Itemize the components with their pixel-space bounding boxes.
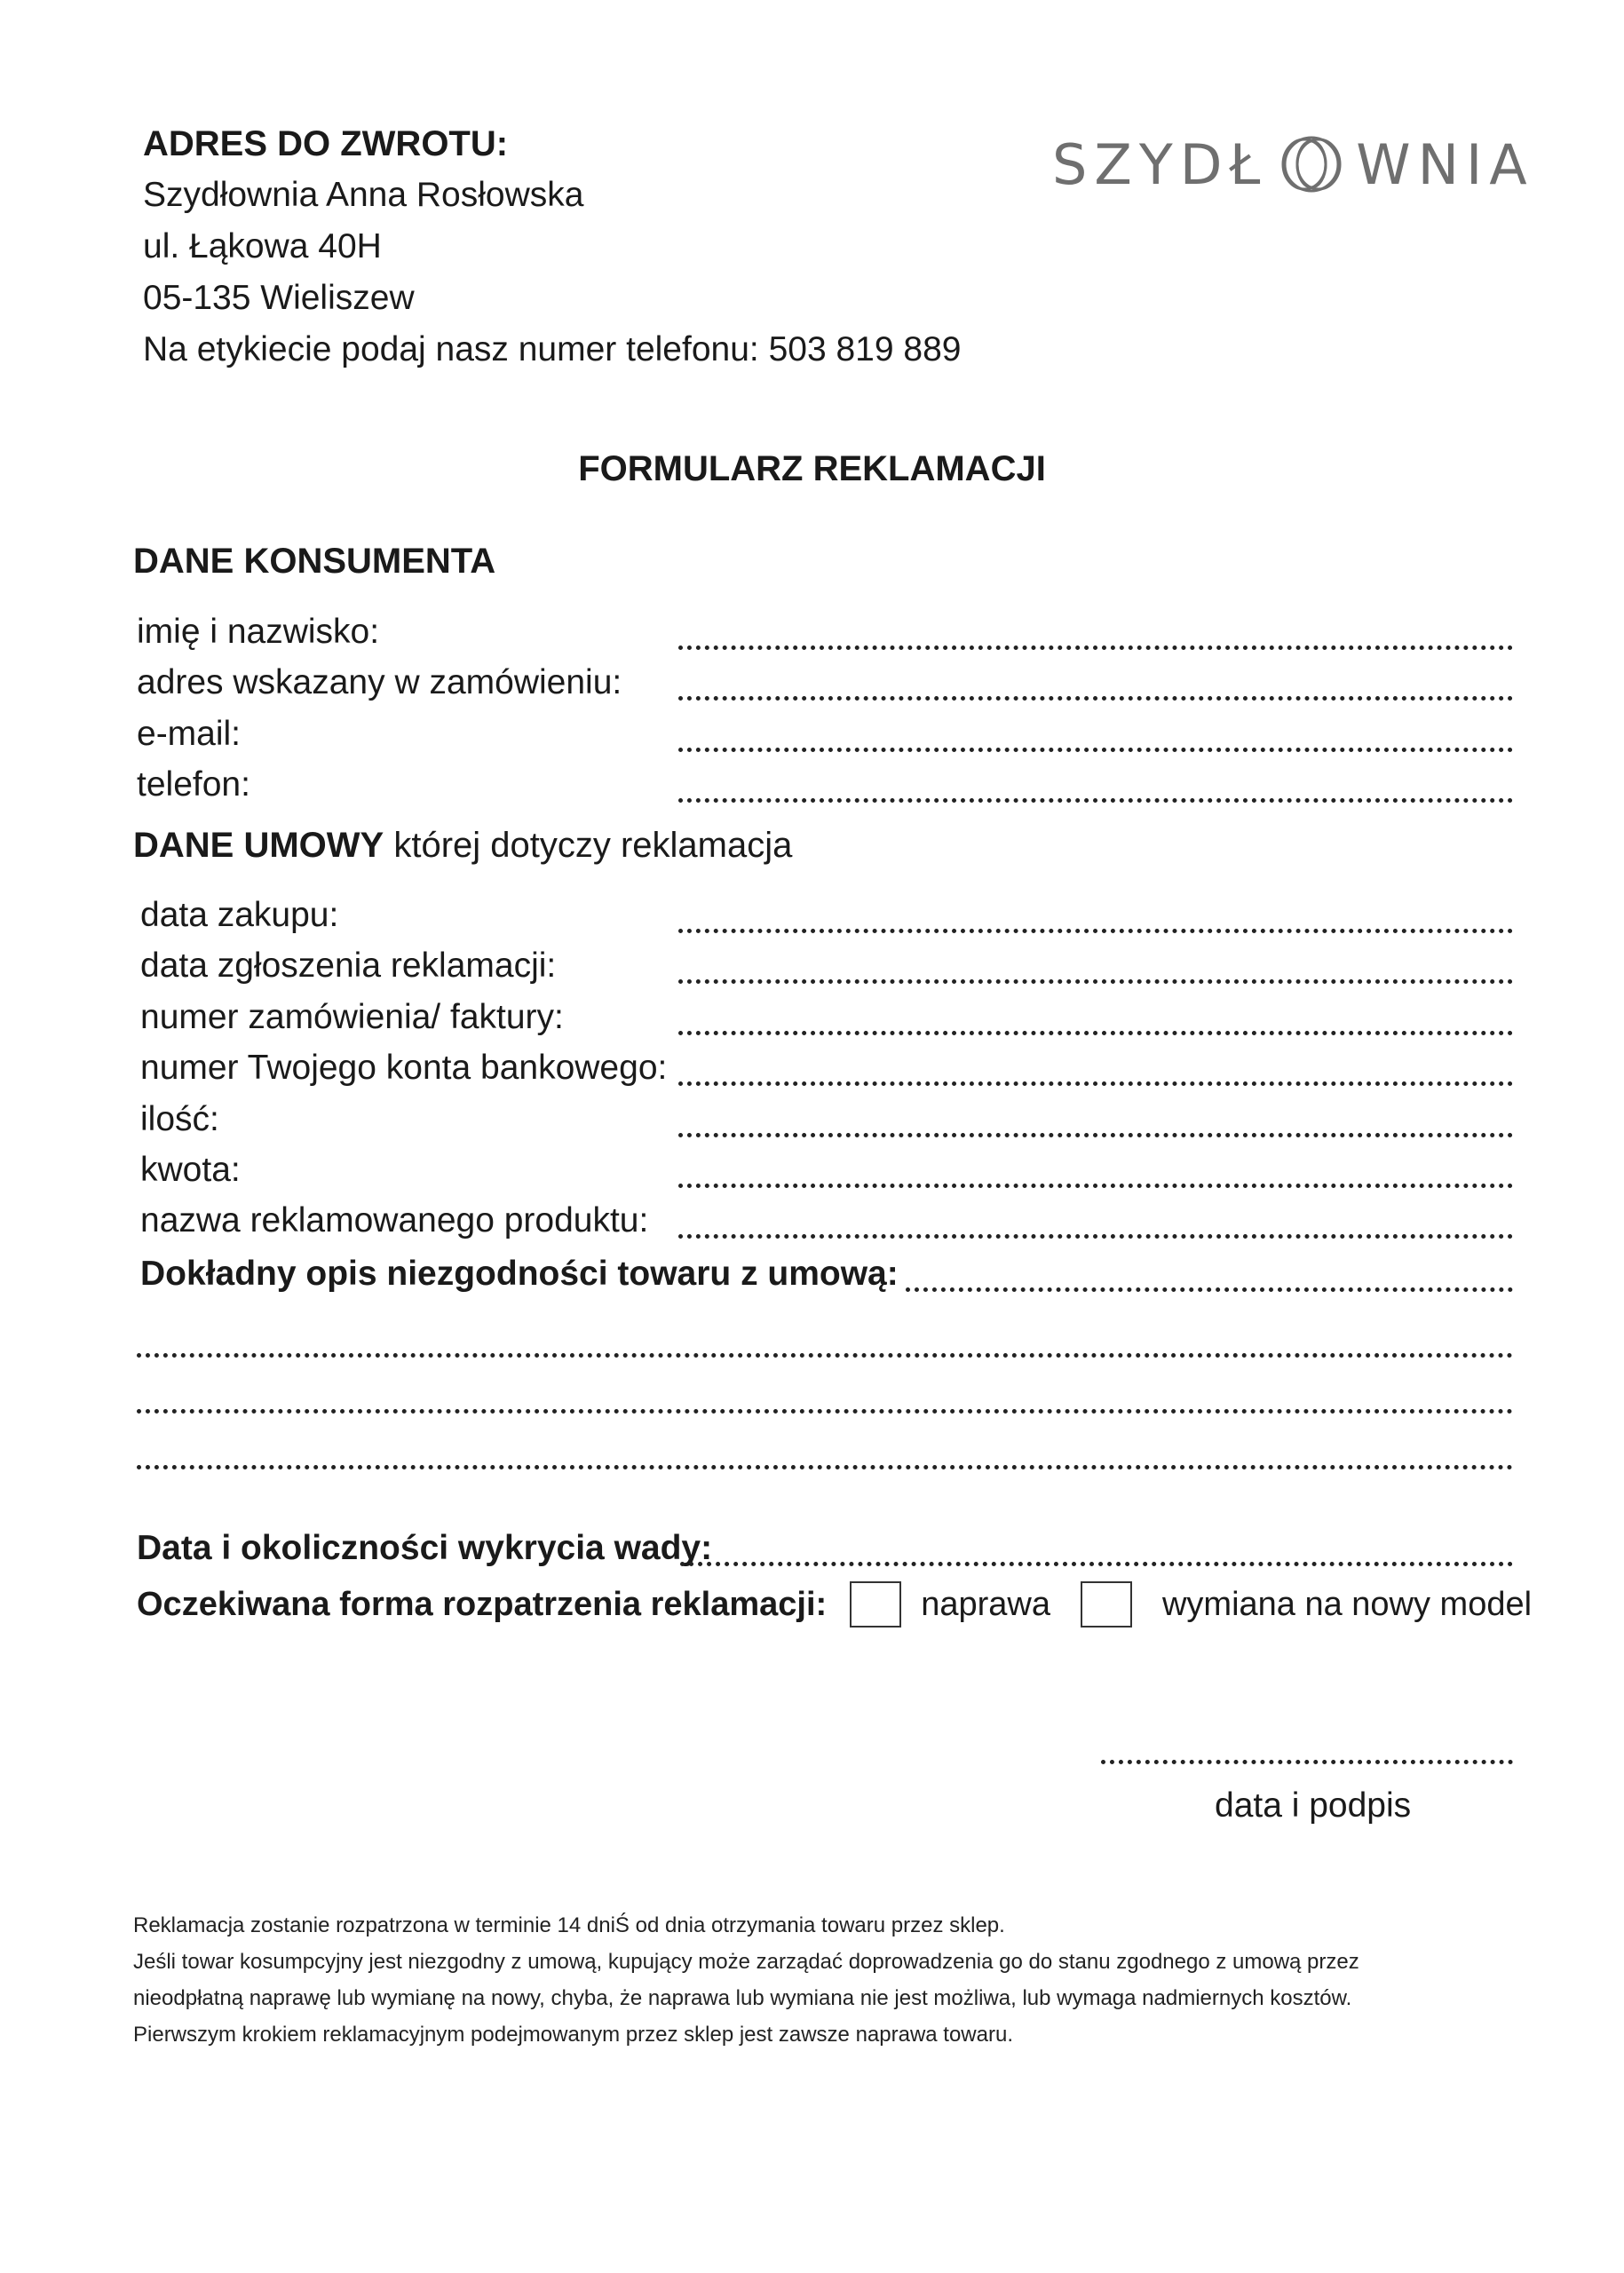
contract-heading-bold: DANE UMOWY [133, 826, 384, 865]
field-label: adres wskazany w zamówieniu: [137, 663, 622, 701]
contract-heading-rest: której dotyczy reklamacja [384, 826, 793, 865]
field-product-name[interactable] [140, 1201, 1513, 1246]
field-label: telefon: [137, 765, 250, 804]
field-label: Data i okoliczności wykrycia wady: [137, 1529, 713, 1567]
checkbox-replacement[interactable] [1081, 1581, 1132, 1628]
field-label: nazwa reklamowanego produktu: [140, 1201, 649, 1239]
fill-line[interactable] [678, 798, 1513, 803]
signature-line[interactable] [1101, 1760, 1513, 1764]
fill-line[interactable] [678, 1031, 1513, 1035]
return-address-street: ul. Łąkowa 40H [143, 227, 382, 265]
description-line-3[interactable] [137, 1465, 1513, 1469]
fill-line[interactable] [678, 1234, 1513, 1239]
field-label: numer zamówienia/ faktury: [140, 998, 564, 1036]
field-full-name[interactable] [137, 613, 1513, 657]
yarn-ball-icon [1269, 133, 1354, 195]
footnote-line-3: nieodpłatną naprawę lub wymianę na nowy, chyba, że naprawa lub wymiana nie jest możliwa, lub wymaga nadmiernych kosztów. [133, 1986, 1352, 2010]
field-purchase-date[interactable] [140, 896, 1513, 940]
fill-line[interactable] [678, 1184, 1513, 1188]
field-order-number[interactable] [140, 998, 1513, 1042]
fill-line[interactable] [678, 1081, 1513, 1086]
footnote-line-1: Reklamacja zostanie rozpatrzona w terminie 14 dniŚ od dnia otrzymania towaru przez sklep. [133, 1913, 1005, 1937]
footnote-line-4: Pierwszym krokiem reklamacyjnym podejmowanym przez sklep jest zawsze naprawa towaru. [133, 2023, 1013, 2047]
field-label: Dokładny opis niezgodności towaru z umową: [140, 1255, 899, 1293]
form-title: FORMULARZ REKLAMACJI [578, 449, 1046, 488]
field-amount[interactable] [140, 1151, 1513, 1195]
field-nonconformity-description[interactable] [140, 1255, 1513, 1299]
return-address-city: 05-135 Wieliszew [143, 279, 415, 317]
description-line-1[interactable] [137, 1353, 1513, 1358]
field-label: data zakupu: [140, 896, 339, 934]
field-bank-account[interactable] [140, 1049, 1513, 1093]
field-quantity[interactable] [140, 1100, 1513, 1144]
fill-line[interactable] [678, 696, 1513, 701]
fill-line[interactable] [678, 979, 1513, 984]
fill-line[interactable] [678, 929, 1513, 933]
fill-line[interactable] [680, 1562, 1513, 1566]
fill-line[interactable] [678, 748, 1513, 752]
option-repair-label: naprawa [921, 1585, 1050, 1623]
return-address-name: Szydłownia Anna Rosłowska [143, 176, 584, 214]
field-label: kwota: [140, 1151, 241, 1189]
fill-line[interactable] [678, 1133, 1513, 1137]
field-phone[interactable] [137, 765, 1513, 810]
return-address-phone-note: Na etykiecie podaj nasz numer telefonu: 503 819 889 [143, 330, 962, 368]
resolution-label: Oczekiwana forma rozpatrzenia reklamacji: [137, 1585, 828, 1623]
field-label: numer Twojego konta bankowego: [140, 1049, 668, 1087]
fill-line[interactable] [906, 1287, 1513, 1292]
checkbox-repair[interactable] [850, 1581, 901, 1628]
description-line-2[interactable] [137, 1409, 1513, 1414]
field-order-address[interactable] [137, 663, 1513, 708]
field-label: data zgłoszenia reklamacji: [140, 946, 557, 985]
field-defect-date[interactable] [137, 1529, 1513, 1573]
logo-text-right: WNIA [1356, 131, 1534, 197]
field-complaint-date[interactable] [140, 946, 1513, 991]
field-label: imię i nazwisko: [137, 613, 380, 651]
option-replacement-label: wymiana na nowy model [1161, 1585, 1533, 1623]
field-email[interactable] [137, 715, 1513, 759]
resolution-choice [137, 1578, 1532, 1631]
fill-line[interactable] [678, 645, 1513, 650]
footnote-line-2: Jeśli towar kosumpcyjny jest niezgodny z umową, kupujący może zarządać doprowadzenia go do stanu zgodnego z umową przez [133, 1950, 1359, 1974]
field-label: e-mail: [137, 715, 242, 753]
consumer-section-heading: DANE KONSUMENTA [133, 542, 496, 581]
return-address-title: ADRES DO ZWROTU: [143, 124, 509, 163]
field-label: ilość: [140, 1100, 219, 1138]
contract-section-heading [133, 826, 792, 866]
szydlownia-logo [1052, 124, 1534, 204]
logo-text-left: SZYDŁ [1052, 131, 1268, 197]
signature-label: data i podpis [1215, 1786, 1412, 1825]
